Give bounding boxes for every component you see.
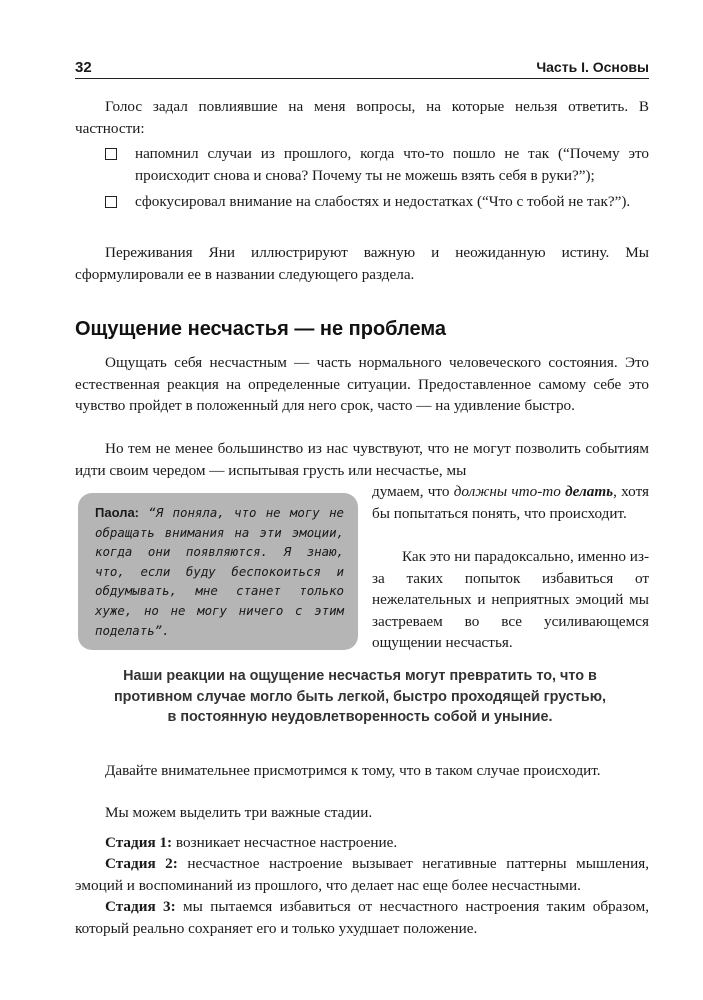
callout-speaker: Паола: — [95, 505, 140, 520]
callout-text — [95, 503, 344, 640]
stage-label: Стадия 2: — [105, 855, 178, 872]
running-header — [75, 56, 649, 79]
section-paragraph-2: Но тем не менее большинство из нас чувствуют, что не могут позволить событиям идти своим чередом — испытывая грусть или несчастье, мы — [75, 440, 649, 479]
checkbox-bullet-icon — [105, 148, 117, 160]
intro-paragraph-2: Переживания Яни иллюстрируют важную и неожиданную истину. Мы сформулировали ее в названии следующего раздела. — [75, 244, 649, 283]
stage-1 — [75, 832, 649, 854]
stage-label: Стадия 3: — [105, 898, 176, 915]
wrapped-paragraph-1 — [372, 481, 649, 524]
wrap-text-b: , хотя бы попытаться понять, что происходит. — [372, 483, 649, 522]
pull-quote: Наши реакции на ощущение несчастья могут превратить то, что в противном случае могло быть легкой, быстро проходящей грустью, в постоянную неудовлетворенность собой и уныние. — [113, 668, 607, 725]
stage-label: Стадия 1: — [105, 834, 173, 851]
wrap-text-a: думаем, что — [372, 483, 454, 500]
stage-text: возникает несчастное настроение. — [172, 834, 398, 851]
closing-paragraph-2: Мы можем выделить три важные стадии. — [105, 804, 373, 821]
callout-quote: “Я поняла, что не могу не обращать внимания на эти эмоции, когда они появляются. Я знаю, что, если буду беспокоиться и обдумывать, мне станет только хуже, но не могу ничего с этим поделать”. — [95, 505, 344, 638]
stage-text: несчастное настроение вызывает негативные паттерны мышления, эмоций и воспоминаний из прошлого, что делает нас еще более несчастными. — [75, 855, 650, 894]
intro-paragraph-1: Голос задал повлиявшие на меня вопросы, на которые нельзя ответить. В частности: — [75, 98, 649, 137]
list-item-text: сфокусировал внимание на слабостях и недостатках (“Что с тобой не так?”). — [135, 193, 631, 210]
closing-paragraph-1: Давайте внимательнее присмотримся к тому, что в таком случае происходит. — [105, 762, 601, 779]
stage-text: мы пытаемся избавиться от несчастного настроения таким образом, который реально сохраняет его и только ухудшает положение. — [75, 898, 650, 937]
list-item — [105, 191, 649, 213]
checkbox-bullet-icon — [105, 196, 117, 208]
page-number: 32 — [75, 59, 92, 76]
section-heading: Ощущение несчастья — не проблема — [75, 318, 446, 340]
section-paragraph-1: Ощущать себя несчастным — часть нормального человеческого состояния. Это естественная реакция на определенные ситуации. Предоставленное самому себе это чувство пройдет в положенный для него срок, часто — на удивление быстро. — [75, 354, 649, 414]
emphasis-bold-text: делать — [565, 483, 614, 500]
list-item-text: напомнил случаи из прошлого, когда что-то пошло не так (“Почему это происходит снова и снова? Почему ты не можешь взять себя в руки?”); — [135, 145, 649, 184]
quote-callout — [78, 493, 358, 650]
list-item — [105, 143, 649, 186]
stage-3 — [75, 896, 649, 939]
stage-2 — [75, 853, 649, 896]
part-title: Часть I. Основы — [536, 59, 649, 75]
wrapped-paragraph-2: Как это ни парадоксально, именно из-за таких попыток избавиться от нежелательных и неприятных эмоций мы застреваем во все усиливающемся ощущении несчастья. — [372, 548, 649, 651]
emphasis-text: должны что-то — [453, 483, 566, 500]
